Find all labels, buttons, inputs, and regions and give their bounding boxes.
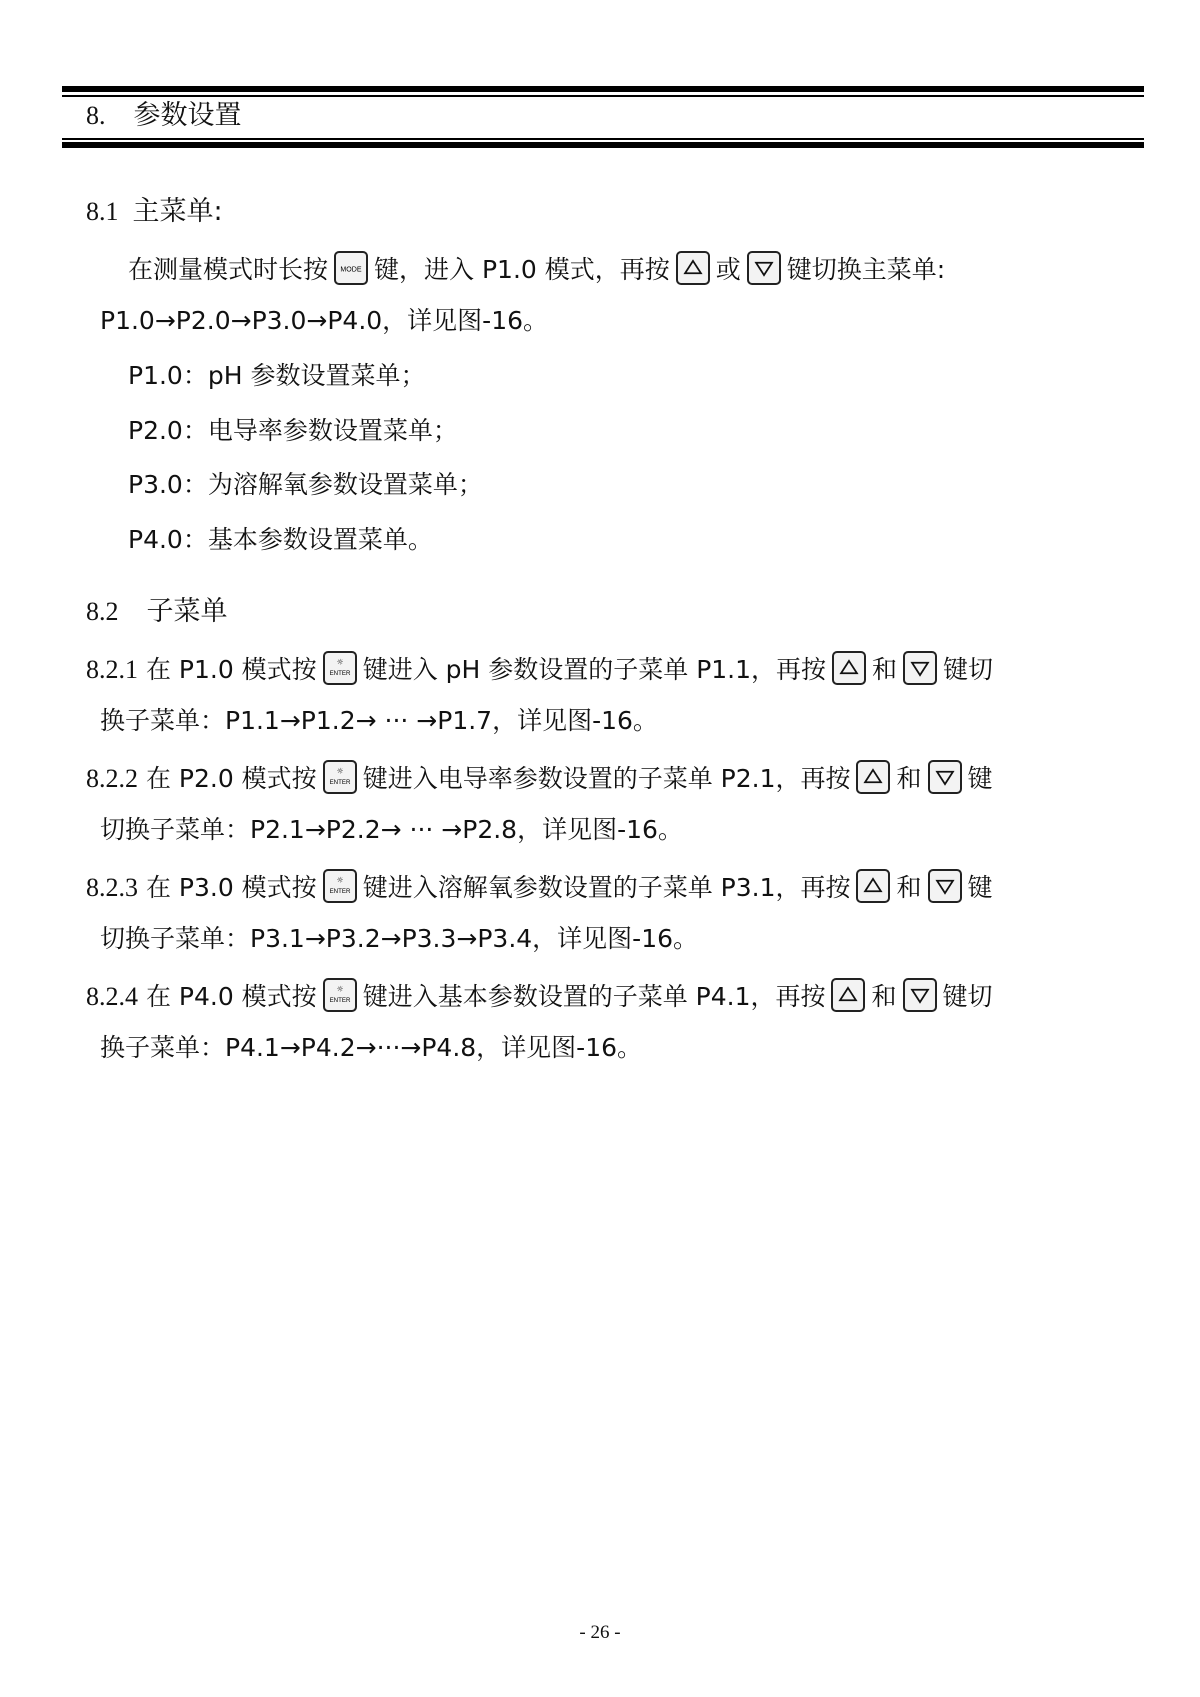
svg-text:☼: ☼	[336, 657, 344, 667]
main-menu-intro: 在测量模式时长按 MODE 键，进入 P1.0 模式，再按 或 键切换主菜单:	[128, 251, 945, 285]
subsection-number: 8.2	[86, 597, 119, 626]
enter-key-icon	[323, 651, 357, 685]
down-key-icon	[928, 760, 962, 794]
header-rule-thin-top	[62, 95, 1144, 97]
up-key-icon	[832, 651, 866, 685]
svg-text:☼: ☼	[336, 875, 344, 885]
sub-8-2-2-line-1: 8.2.2 在 P2.0 模式按 ☼ ENTER 键进入电导率参数设置的子菜单 P2.1，再按 和 键	[86, 760, 993, 794]
down-key-icon	[928, 869, 962, 903]
subsection-number: 8.1	[86, 197, 119, 226]
svg-text:MODE: MODE	[340, 266, 362, 274]
up-key-icon	[856, 760, 890, 794]
enter-key-icon	[323, 978, 357, 1012]
page-number: - 26 -	[579, 1622, 621, 1643]
menu-item-p4: P4.0：基本参数设置菜单。	[128, 525, 433, 554]
sub-8-2-2-line-2: 切换子菜单：P2.1→P2.2→ ··· →P2.8，详见图-16。	[100, 815, 683, 844]
svg-text:ENTER: ENTER	[329, 779, 351, 787]
menu-item-p3: P3.0：为溶解氧参数设置菜单；	[128, 470, 483, 499]
svg-text:ENTER: ENTER	[329, 997, 351, 1005]
main-menu-sequence: P1.0→P2.0→P3.0→P4.0，详见图-16。	[100, 306, 549, 335]
svg-text:☼: ☼	[336, 766, 344, 776]
enter-key-icon	[323, 869, 357, 903]
down-key-icon	[903, 651, 937, 685]
mode-key-icon	[334, 251, 368, 285]
section-number: 8.	[86, 101, 106, 130]
subsection-title: 子菜单	[146, 596, 228, 627]
sub-8-2-4-line-1: 8.2.4 在 P4.0 模式按 ☼ ENTER 键进入基本参数设置的子菜单 P4.1，再按 和 键切	[86, 978, 993, 1012]
sub-8-2-4-line-2: 换子菜单：P4.1→P4.2→···→P4.8，详见图-16。	[100, 1033, 643, 1062]
header-rule-thick-bottom	[62, 142, 1144, 148]
enter-key-icon	[323, 760, 357, 794]
svg-text:☼: ☼	[336, 984, 344, 994]
subsection-title: 主菜单:	[132, 196, 223, 227]
section-title: 参数设置	[133, 100, 242, 131]
sub-8-2-3-line-2: 切换子菜单：P3.1→P3.2→P3.3→P3.4，详见图-16。	[100, 924, 699, 953]
svg-text:ENTER: ENTER	[329, 670, 351, 678]
down-key-icon	[747, 251, 781, 285]
svg-text:ENTER: ENTER	[329, 888, 351, 896]
subsection-heading-8-2	[86, 597, 228, 627]
sub-8-2-3-line-1: 8.2.3 在 P3.0 模式按 ☼ ENTER 键进入溶解氧参数设置的子菜单 P3.1，再按 和 键	[86, 869, 993, 903]
sub-8-2-1-line-1: 8.2.1 在 P1.0 模式按 ☼ ENTER 键进入 pH 参数设置的子菜单 P1.1，再按 和 键切	[86, 651, 993, 685]
menu-item-p2: P2.0：电导率参数设置菜单；	[128, 416, 458, 445]
up-key-icon	[856, 869, 890, 903]
subsection-heading-8-1	[86, 197, 223, 227]
sub-8-2-1-line-2: 换子菜单：P1.1→P1.2→ ··· →P1.7，详见图-16。	[100, 706, 658, 735]
header-rule-thick-top	[62, 86, 1144, 92]
down-key-icon	[903, 978, 937, 1012]
up-key-icon	[831, 978, 865, 1012]
menu-item-p1: P1.0：pH 参数设置菜单；	[128, 361, 426, 390]
section-heading	[86, 101, 242, 131]
header-rule-thin-bottom	[62, 138, 1144, 140]
up-key-icon	[676, 251, 710, 285]
